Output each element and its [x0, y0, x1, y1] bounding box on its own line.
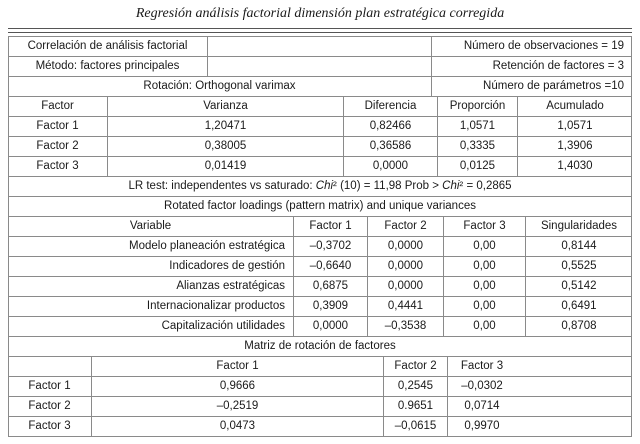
eigen-proporcion: 0,0125: [438, 157, 518, 176]
rotation-factor: Factor 1: [8, 377, 92, 396]
rotation-f3: –0,0302: [461, 380, 503, 392]
table-row: [8, 157, 632, 177]
loading-f3: 0,00: [444, 277, 526, 296]
top-rule-inner: [8, 32, 632, 33]
lr-test-chi: Chi: [442, 180, 460, 192]
col-factor-1: Factor 1: [92, 357, 384, 376]
eigen-diferencia: 0,36586: [344, 137, 438, 156]
table-row: [8, 137, 632, 157]
col-factor-1: Factor 1: [294, 217, 368, 236]
loading-variable: Capitalización utilidades: [8, 317, 294, 336]
loading-f2: 0,0000: [368, 277, 444, 296]
col-factor-3: Factor 3: [444, 217, 526, 236]
n-obs: Número de observaciones = 19: [463, 40, 624, 52]
eigen-varianza: 0,01419: [108, 157, 344, 176]
col-factor-3: Factor 3: [460, 360, 504, 372]
table-row: [8, 237, 632, 257]
col-variable: Variable: [8, 217, 294, 236]
eigen-acumulado: 1,3906: [557, 140, 593, 152]
loading-singularidad: 0,8708: [561, 320, 597, 332]
rotation-f1: 0,9666: [92, 377, 384, 396]
loading-f1: 0,3909: [294, 297, 368, 316]
col-acumulado: Acumulado: [546, 100, 604, 112]
rotation-title-row: [8, 337, 632, 357]
col-varianza: Varianza: [108, 97, 344, 116]
eigen-diferencia: 0,0000: [344, 157, 438, 176]
col-factor-2: Factor 2: [368, 217, 444, 236]
table-row: [8, 277, 632, 297]
table-caption: Regresión análisis factorial dimensión plan estratégica corregida: [135, 6, 505, 21]
loadings-header-row: [8, 217, 632, 237]
header-row-1: [8, 37, 632, 57]
lr-test-post: ² = 0,2865: [459, 180, 512, 192]
eigen-diferencia: 0,82466: [344, 117, 438, 136]
rotation-f3: 0,0714: [464, 400, 500, 412]
loading-f1: –0,6640: [294, 257, 368, 276]
loading-variable: Internacionalizar productos: [8, 297, 294, 316]
header-row-3: [8, 77, 632, 97]
rotation-f1: –0,2519: [92, 397, 384, 416]
col-factor: Factor: [8, 97, 108, 116]
loading-f3: 0,00: [444, 317, 526, 336]
rotation-f2: 0.9651: [384, 397, 448, 416]
col-factor-2: Factor 2: [384, 357, 448, 376]
eigen-varianza: 0,38005: [108, 137, 344, 156]
table-row: [8, 377, 632, 397]
col-singularidades: Singularidades: [540, 220, 618, 232]
loading-f2: 0,0000: [368, 257, 444, 276]
table-row: [8, 257, 632, 277]
table-row: [8, 117, 632, 137]
loading-f2: –0,3538: [368, 317, 444, 336]
loading-f2: 0,4441: [368, 297, 444, 316]
table-row: [8, 417, 632, 437]
table-row: [8, 297, 632, 317]
loading-f3: 0,00: [444, 237, 526, 256]
eigen-header-row: [8, 97, 632, 117]
table-row: [8, 397, 632, 417]
loading-variable: Indicadores de gestión: [8, 257, 294, 276]
lr-test: [8, 177, 632, 196]
method-label: Método: factores principales: [8, 57, 208, 76]
lr-test-chi: Chi: [315, 180, 334, 192]
eigen-varianza: 1,20471: [108, 117, 344, 136]
loading-singularidad: 0,8144: [561, 240, 597, 252]
loading-f3: 0,00: [444, 297, 526, 316]
rotation-f2: 0,2545: [384, 377, 448, 396]
rotation-label: Rotación: Orthogonal varimax: [8, 77, 432, 96]
eigen-proporcion: 1,0571: [438, 117, 518, 136]
rotation-f2: –0,0615: [384, 417, 448, 436]
retention: Retención de factores = 3: [492, 60, 624, 72]
loading-f3: 0,00: [444, 257, 526, 276]
eigen-acumulado: 1,0571: [557, 120, 593, 132]
header-row-2: [8, 57, 632, 77]
loading-variable: Modelo planeación estratégica: [8, 237, 294, 256]
rotation-f3: 0,9970: [464, 420, 500, 432]
empty-cell: [208, 37, 432, 56]
empty-cell: [208, 57, 432, 76]
eigen-factor: Factor 1: [8, 117, 108, 136]
col-proporcion: Proporción: [438, 97, 518, 116]
loading-variable: Alianzas estratégicas: [8, 277, 294, 296]
rotation-matrix-title: Matriz de rotación de factores: [244, 340, 396, 352]
loading-f1: –0,3702: [294, 237, 368, 256]
rotation-factor: Factor 2: [8, 397, 92, 416]
rotation-f1: 0,0473: [92, 417, 384, 436]
eigen-factor: Factor 3: [8, 157, 108, 176]
top-rule: [8, 28, 632, 29]
lr-test-pre: LR test: independentes vs saturado:: [128, 180, 316, 192]
lr-test-mid: ² (10) = 11,98 Prob >: [333, 180, 443, 192]
rotation-header-row: [8, 357, 632, 377]
table-right-border: [631, 36, 632, 437]
table-left-border: [8, 36, 9, 437]
table-row: [8, 317, 632, 337]
loading-f1: 0,6875: [294, 277, 368, 296]
eigen-proporcion: 0,3335: [438, 137, 518, 156]
col-diferencia: Diferencia: [344, 97, 438, 116]
loading-singularidad: 0,5142: [561, 280, 597, 292]
eigen-acumulado: 1,4030: [557, 160, 593, 172]
lr-test-row: [8, 177, 632, 197]
loading-singularidad: 0,6491: [561, 300, 597, 312]
loading-f2: 0,0000: [368, 237, 444, 256]
n-params: Número de parámetros =10: [483, 80, 624, 92]
loadings-title-row: [8, 197, 632, 217]
loading-f1: 0,0000: [294, 317, 368, 336]
loading-singularidad: 0,5525: [561, 260, 597, 272]
col-blank: [8, 357, 92, 376]
analysis-label: Correlación de análisis factorial: [8, 37, 208, 56]
rotation-factor: Factor 3: [8, 417, 92, 436]
loadings-title: Rotated factor loadings (pattern matrix) and unique variances: [164, 200, 476, 212]
eigen-factor: Factor 2: [8, 137, 108, 156]
